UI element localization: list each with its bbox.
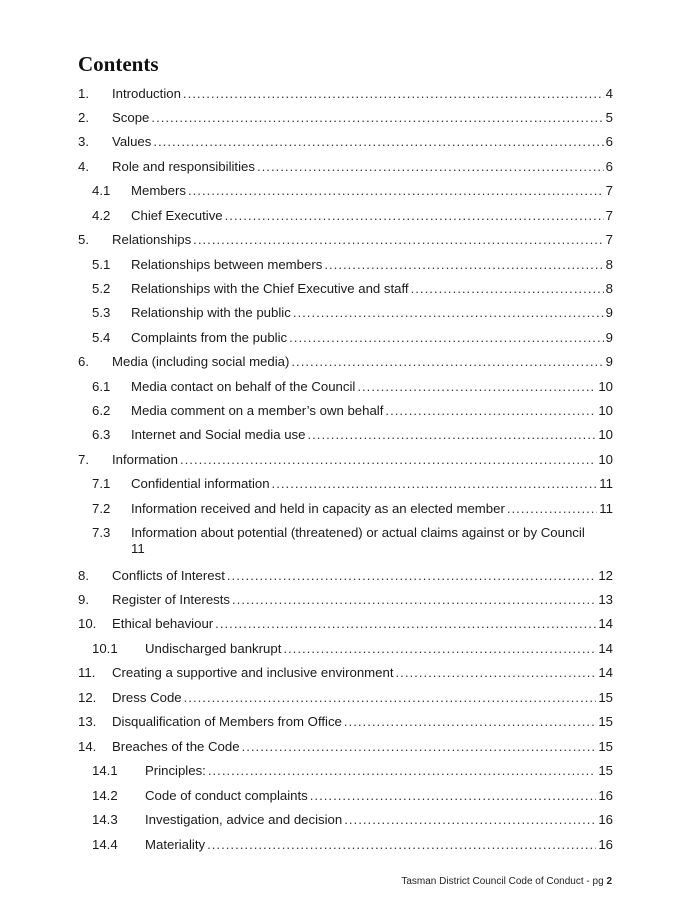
toc-entry-9[interactable] [78,592,613,608]
toc-number: 14.4 [92,837,118,852]
dot-leader [215,616,596,632]
toc-number: 9. [78,592,89,607]
toc-label: Internet and Social media use [131,427,306,442]
dot-leader [283,641,596,657]
footer-page-number: 2 [606,876,612,887]
toc-label: Ethical behaviour [112,616,214,631]
dot-leader [242,739,597,755]
toc-entry-14-2[interactable] [92,788,613,804]
toc-label: Investigation, advice and decision [145,812,343,827]
dot-leader [344,812,596,828]
dot-leader [227,568,596,584]
toc-entry-14-4[interactable] [92,837,613,853]
toc-label: Register of Interests [112,592,231,607]
toc-page: 14 [598,616,613,631]
toc-page: 8 [605,281,613,296]
toc-label: Members [131,183,186,198]
toc-number: 6.2 [92,403,111,418]
toc-number: 7.1 [92,476,111,491]
toc-entry-7[interactable] [78,452,613,468]
dot-leader [272,476,598,492]
toc-number: 5. [78,232,89,247]
toc-number: 10. [78,616,97,631]
toc-entry-10-1[interactable] [92,641,613,657]
toc-page: 13 [598,592,613,607]
toc-page: 7 [605,183,613,198]
toc-number: 14.3 [92,812,118,827]
toc-label: Media contact on behalf of the Council [131,379,356,394]
toc-entry-1[interactable] [78,86,613,102]
toc-page: 10 [598,427,613,442]
dot-leader [153,134,603,150]
page-footer [401,876,612,887]
dot-leader [324,257,603,273]
toc-label: Disqualification of Members from Office [112,714,342,729]
toc-page: 4 [605,86,613,101]
toc-label: Conflicts of Interest [112,568,225,583]
toc-label: Values [112,134,152,149]
toc-number: 3. [78,134,89,149]
toc-label: Complaints from the public [131,330,288,345]
toc-number: 5.4 [92,330,111,345]
toc-entry-7-2[interactable] [92,501,613,517]
toc-number: 10.1 [92,641,118,656]
toc-page: 7 [605,232,613,247]
toc-page: 10 [598,452,613,467]
toc-label: Confidential information [131,476,270,491]
toc-number: 6.3 [92,427,111,442]
toc-number: 6.1 [92,379,111,394]
toc-page: 10 [598,403,613,418]
toc-entry-5-2[interactable] [92,281,613,297]
toc-entry-10[interactable] [78,616,613,632]
dot-leader [289,330,604,346]
dot-leader [507,501,597,517]
toc-label: Information received and held in capacity as an elected member [131,501,505,516]
toc-number: 13. [78,714,97,729]
toc-label: Breaches of the Code [112,739,240,754]
toc-entry-6-3[interactable] [92,427,613,443]
footer-text: Tasman District Council Code of Conduct - pg [401,876,604,887]
toc-entry-6-2[interactable] [92,403,613,419]
toc-page: 15 [598,690,613,705]
dot-leader [357,379,596,395]
toc-number: 12. [78,690,97,705]
toc-entry-8[interactable] [78,568,613,584]
toc-entry-7-3[interactable] [92,525,613,559]
toc-page: 11 [599,501,613,516]
toc-page: 11 [131,541,145,556]
toc-number: 14.1 [92,763,118,778]
toc-label: Relationships between members [131,257,323,272]
toc-number: 2. [78,110,89,125]
dot-leader [188,183,604,199]
toc-entry-14[interactable] [78,739,613,755]
toc-page: 15 [598,763,613,778]
dot-leader [225,208,604,224]
toc-label: Relationship with the public [131,305,291,320]
toc-number: 11. [78,665,96,680]
toc-page: 7 [605,208,613,223]
toc-entry-4-1[interactable] [92,183,613,199]
dot-leader [232,592,596,608]
toc-number: 4.1 [92,183,111,198]
toc-entry-6-1[interactable] [92,379,613,395]
toc-entry-11[interactable] [78,665,613,681]
toc-page: 6 [605,134,613,149]
dot-leader [310,788,597,804]
toc-entry-4-2[interactable] [92,208,613,224]
toc-number: 5.1 [92,257,111,272]
toc-label: Media comment on a member’s own behalf [131,403,384,418]
toc-entry-5-4[interactable] [92,330,613,346]
toc-label: Creating a supportive and inclusive environment [112,665,394,680]
toc-entry-14-3[interactable] [92,812,613,828]
toc-number: 6. [78,354,89,369]
toc-number: 14. [78,739,97,754]
dot-leader [184,690,597,706]
toc-page: 16 [598,788,613,803]
toc-entry-12[interactable] [78,690,613,706]
toc-number: 7. [78,452,89,467]
toc-entry-6[interactable] [78,354,613,370]
toc-page: 6 [605,159,613,174]
toc-number: 8. [78,568,89,583]
toc-page: 11 [599,476,613,491]
dot-leader [396,665,597,681]
toc-entry-5[interactable] [78,232,613,248]
toc-entry-5-1[interactable] [92,257,613,273]
toc-page: 8 [605,257,613,272]
toc-number: 4.2 [92,208,111,223]
toc-label: Scope [112,110,150,125]
toc-number: 7.2 [92,501,111,516]
toc-page: 9 [605,330,613,345]
toc-label: Dress Code [112,690,182,705]
toc-label: Materiality [145,837,206,852]
dot-leader [307,427,596,443]
toc-page: 12 [598,568,613,583]
dot-leader [208,763,596,779]
dot-leader [183,86,604,102]
dot-leader [291,354,603,370]
toc-number: 7.3 [92,525,111,540]
toc-page: 14 [598,665,613,680]
toc-label: Principles: [145,763,206,778]
toc-entry-7-1[interactable] [92,476,613,492]
toc-entry-14-1[interactable] [92,763,613,779]
toc-page: 10 [598,379,613,394]
toc-number: 4. [78,159,89,174]
toc-entry-3[interactable] [78,134,613,150]
dot-leader [257,159,604,175]
toc-label: Relationships [112,232,192,247]
toc-label: Relationships with the Chief Executive and staff [131,281,409,296]
toc-page: 9 [605,354,613,369]
toc-label: Role and responsibilities [112,159,255,174]
dot-leader [344,714,596,730]
dot-leader [385,403,596,419]
toc-entry-5-3[interactable] [92,305,613,321]
toc-entry-4[interactable] [78,159,613,175]
toc-label: Code of conduct complaints [145,788,308,803]
toc-number: 5.3 [92,305,111,320]
toc-label: Undischarged bankrupt [145,641,282,656]
dot-leader [207,837,596,853]
toc-number: 1. [78,86,89,101]
toc-page: 15 [598,739,613,754]
toc-page: 16 [598,837,613,852]
toc-page: 5 [605,110,613,125]
contents-heading: Contents [78,52,159,76]
dot-leader [193,232,603,248]
dot-leader [180,452,596,468]
toc-number: 14.2 [92,788,118,803]
dot-leader [293,305,604,321]
toc-page: 9 [605,305,613,320]
toc-label: Media (including social media) [112,354,290,369]
dot-leader [411,281,604,297]
toc-label: Introduction [112,86,181,101]
toc-page: 14 [598,641,613,656]
toc-label: Information [112,452,178,467]
toc-number: 5.2 [92,281,111,296]
toc-label: Information about potential (threatened) or actual claims against or by Council [131,525,585,540]
toc-entry-2[interactable] [78,110,613,126]
toc-entry-13[interactable] [78,714,613,730]
toc-page: 16 [598,812,613,827]
toc-page: 15 [598,714,613,729]
toc-label: Chief Executive [131,208,223,223]
dot-leader [151,110,603,126]
toc-wrap [131,525,611,557]
